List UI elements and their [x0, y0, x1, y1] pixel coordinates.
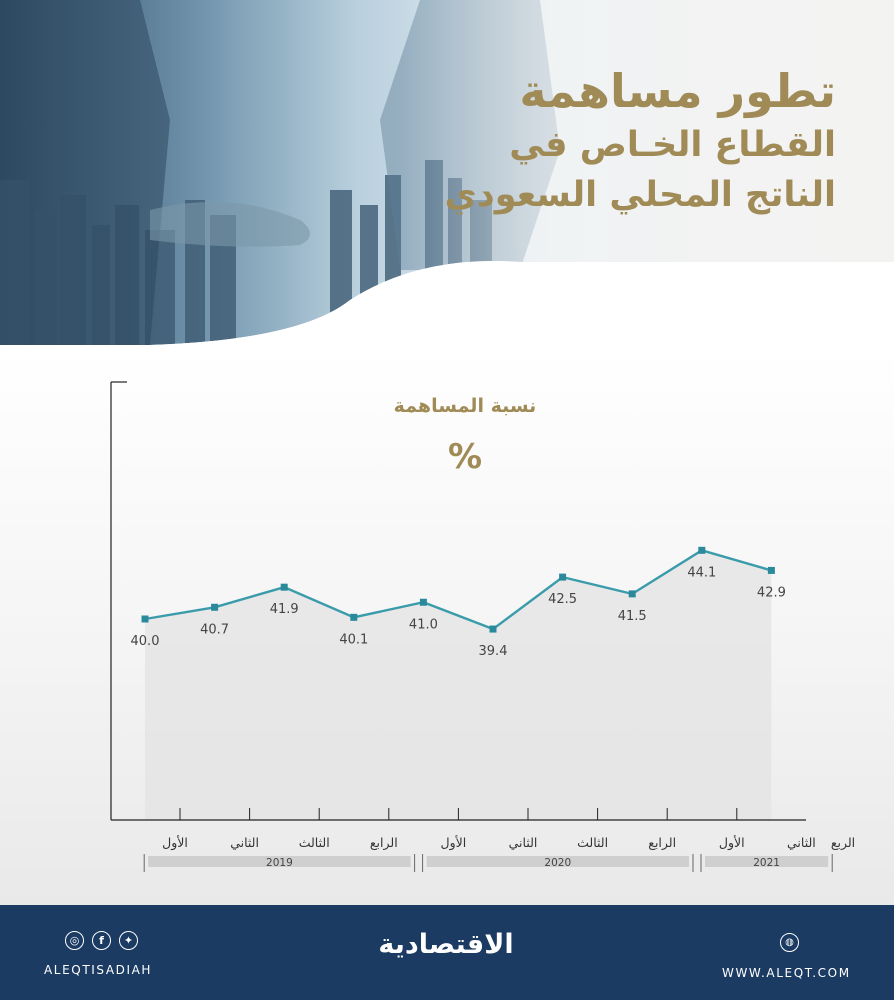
year-label: 2019	[266, 857, 293, 869]
data-point	[559, 574, 566, 581]
x-tick-label: الثاني	[230, 835, 259, 850]
title-block	[416, 62, 836, 220]
data-label: 40.1	[339, 632, 369, 648]
area-fill	[145, 550, 771, 820]
x-tick-label: الثالث	[298, 835, 330, 850]
page-subtitle-line2: الناتج المحلي السعودي	[444, 175, 836, 215]
data-label: 41.9	[269, 602, 299, 618]
social-handle: ALEQTISADIAH	[44, 963, 153, 977]
data-point	[142, 616, 149, 623]
x-tick-label: الأول	[440, 835, 467, 850]
year-label: 2021	[753, 857, 780, 869]
data-label: 42.9	[756, 585, 786, 601]
x-tick-label: الأول	[718, 835, 745, 850]
data-point	[629, 590, 636, 597]
x-tick-label: الرابع	[648, 835, 677, 850]
data-point	[211, 604, 218, 611]
chart-area	[0, 345, 894, 905]
data-label: 40.0	[130, 634, 160, 649]
x-tick-label: الثاني	[787, 835, 816, 850]
data-label: 41.5	[617, 608, 647, 624]
chart-unit: %	[447, 437, 483, 477]
page-subtitle-line1: القطاع الخـاص في	[509, 125, 836, 165]
brand-logo: الاقتصادية	[378, 929, 514, 960]
footer	[0, 905, 894, 1000]
facebook-icon[interactable]: f	[92, 931, 111, 950]
data-label: 42.5	[548, 592, 578, 608]
website-link[interactable]: WWW.ALEQT.COM	[722, 966, 851, 980]
page-title: تطور مساهمة	[519, 64, 836, 118]
data-label: 39.4	[478, 644, 508, 660]
data-point	[698, 547, 705, 554]
data-label: 41.0	[408, 617, 438, 633]
dribbble-icon[interactable]: ◍	[780, 933, 799, 952]
header-banner	[0, 0, 894, 345]
data-label: 44.1	[687, 565, 717, 581]
instagram-icon[interactable]: ◎	[65, 931, 84, 950]
data-point	[350, 614, 357, 621]
twitter-icon[interactable]: ✦	[119, 931, 138, 950]
x-axis-title: الربع	[830, 835, 856, 850]
data-point	[281, 584, 288, 591]
social-links	[65, 931, 138, 950]
data-point	[490, 626, 497, 633]
data-label: 40.7	[200, 622, 230, 638]
data-point	[768, 567, 775, 574]
year-label: 2020	[544, 857, 572, 869]
x-tick-label: الثالث	[577, 835, 609, 850]
x-tick-label: الأول	[162, 835, 188, 850]
x-tick-label: الثاني	[508, 835, 538, 850]
line-chart	[0, 345, 894, 905]
x-tick-label: الرابع	[369, 835, 398, 850]
data-point	[420, 599, 427, 606]
chart-title: نسبة المساهمة	[393, 395, 537, 417]
